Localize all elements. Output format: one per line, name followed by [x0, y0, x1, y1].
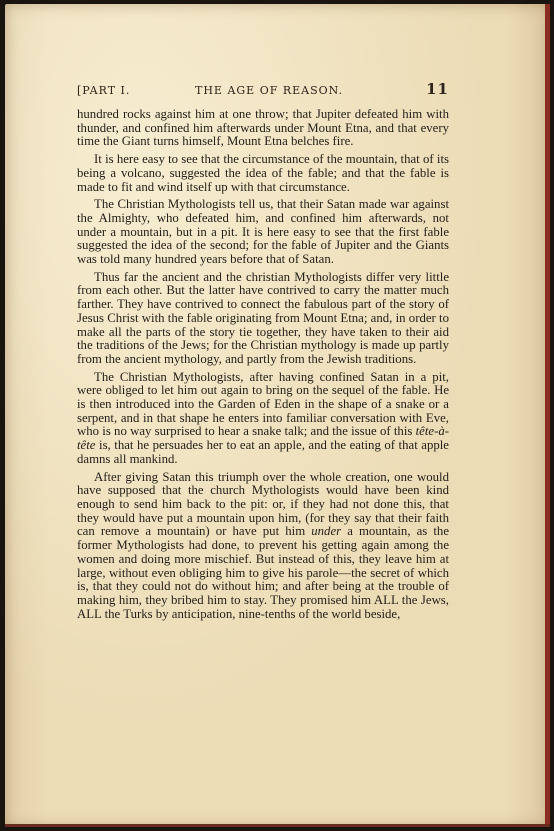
page-number: 11 [426, 80, 449, 98]
paragraph-6-text-b: a mountain, as the former Mythologists had done, to prevent his getting again among the women and doing more mischief. But instead of this, they leave him at large, without even obliging him to give his parole—the secret of which is, that they could not do without him; and after being at the trouble of making him, they bribed him to stay. They promised him ALL the Jews, ALL the Turks by anticipation, nine-tenths of the world beside, [77, 524, 449, 621]
paragraph-6-italic: under [311, 524, 342, 539]
body-text [77, 108, 449, 621]
paragraph-4: Thus far the ancient and the christian Mythologists differ very little from each other. But the latter have contrived to carry the matter much farther. They have contrived to connect the fabulous part of the story of Jesus Christ with the fable originating from Mount Etna; and, in order to make all the parts of the story tie together, they have taken to their aid the traditions of the Jews; for the Christian mythology is made up partly from the ancient mythology, and partly from the Jewish traditions. [77, 269, 449, 366]
running-header [77, 82, 449, 100]
paragraph-5 [77, 371, 449, 467]
running-title: THE AGE OF REASON. [195, 84, 344, 97]
book-bottom-edge [5, 824, 550, 827]
paragraph-5-text-a: The Christian Mythologists, after having confined Satan in a pit, were obliged to let him out again to bring on the sequel of the fable. He is then introduced into the Garden of Eden in the shape of a snake or a serpent, and in that shape he enters into familiar conversation with Eve, who is no way surprised to hear a snake talk; and the issue of this [77, 369, 449, 439]
book-cover-edge [545, 4, 550, 827]
book-page [5, 4, 550, 827]
part-label: [PART I. [77, 84, 131, 97]
paragraph-3: The Christian Mythologists tell us, that their Satan made war against the Almighty, who defeated him, and confined him afterwards, not under a mountain, but in a pit. It is here easy to see that the first fable suggested the idea of the second; for the fable of Jupiter and the Giants was told many hundred years before that of Satan. [77, 197, 449, 267]
paragraph-6-text-a: After giving Satan this triumph over the whole creation, one would have supposed that the church Mythologists would have been kind enough to send him back to the pit: or, if they had not done this, that they would have put a mountain upon him, (for they say that their faith can remove a mountain) or have put him [77, 469, 449, 539]
paragraph-1: hundred rocks against him at one throw; that Jupiter defeated him with thunder, and confined him afterwards under Mount Etna, and that every time the Giant turns himself, Mount Etna belches fire. [77, 107, 449, 149]
paragraph-2: It is here easy to see that the circumstance of the mountain, that of its being a volcano, suggested the idea of the fable; and that the fable is made to fit and wind itself up with that circumstance. [77, 152, 449, 194]
paragraph-5-text-b: is, that he persuades her to eat an apple, and the eating of that apple damns all mankind. [77, 438, 449, 466]
paragraph-5-italic: tête-à-tête [77, 424, 449, 453]
paragraph-6 [77, 471, 449, 622]
